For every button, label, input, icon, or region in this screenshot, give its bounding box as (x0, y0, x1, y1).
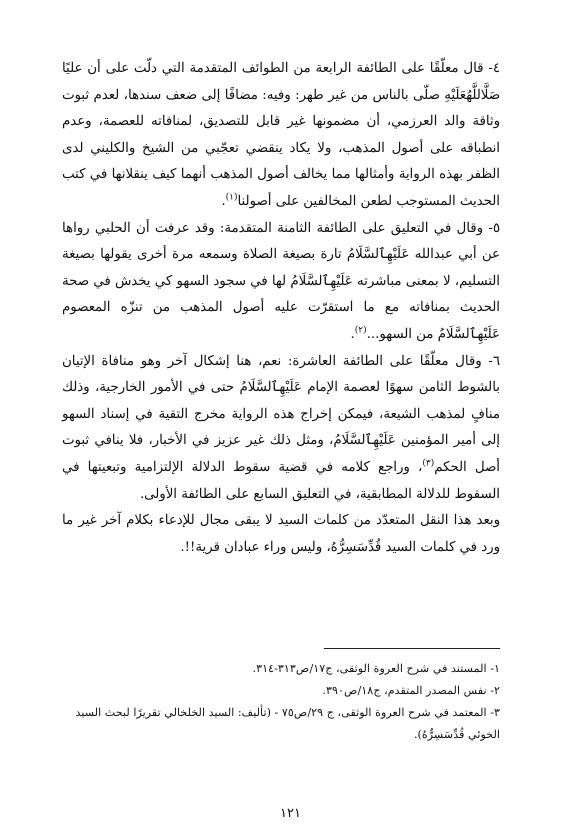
paragraph-5 (62, 216, 500, 349)
paragraph-6 (62, 349, 500, 509)
paragraph-5-tail: . (350, 326, 355, 342)
paragraph-6-tail: ، وراجع كلامه في قضية سقوط الدلالة الإلتزامية وتبعيتها في السقوط للدلالة المطابقية، في التعليق السابع على الطائفة الأولى. (62, 459, 500, 502)
footnotes (62, 658, 500, 746)
paragraph-4 (62, 56, 500, 216)
footnote-3: ٣- المعتمد في شرح العروة الوثقى، ج ٢٩/ص٧٥ - (تأليف: السيد الخلخالي تقريرًا لبحث السيد الخوئي قُدِّسَسِرُّهُ). (75, 706, 500, 741)
main-text (62, 56, 500, 561)
page-number: ١٢١ (280, 806, 301, 821)
paragraph-5-text: ٥- وقال في التعليق على الطائفة الثامنة المتقدمة: وقد عرفت أن الحلبي رواها عن أبي عبدالله عَلَيْهِٱلسَّلَامُ تارة بصيغة الصلاة وسمعه مرة أخرى يقولها بصيغة التسليم، لا بمعنى مباشرته عَلَيْهِٱلسَّلَامُ لها في سجود السهو كي يخدش في صحة الحديث بمنافاته مع ما استقرّت عليه أصول المذهب من تنزّه المعصوم عَلَيْهِٱلسَّلَامُ من السهو... (62, 220, 500, 342)
footnote-2: ٢- نفس المصدر المتقدم، ج١٨/ص٣٩٠. (322, 684, 500, 697)
paragraph-closing-text: وبعد هذا النقل المتعدّد من كلمات السيد لا يبقى مجال للإدعاء بكلام آخر غير ما ورد في كلمات السيد قُدِّسَسِرُّهُ، وليس وراء عبادان قرية!!. (62, 513, 500, 555)
footnote-separator (324, 648, 500, 649)
paragraph-4-text: ٤- قال معلّقًا على الطائفة الرابعة من الطوائف المتقدمة التي دلّت على أن عليًا صَلَّاللَّهُعَلَيْهِ صلّى بالناس من غير طهر: وفيه: مضافًا إلى ضعف سندها، لعدم ثبوت وثاقة والد العرزمي، أن مضمونها غير قابل للتصديق، لمنافاته للعصمة، وعدم انطباقه على أصول المذهب، ولا يكاد ينقضي تعجّبي من الشيخ والكليني لدى الظفر بهذه الرواية وأمثالها مما يخالف أصول المذهب أنهما كيف ينقلانها في كتب الحديث المستوجب لطعن المخالفين على أصولنا (62, 61, 500, 209)
paragraph-closing (62, 508, 500, 561)
paragraph-4-tail: . (221, 193, 226, 209)
paragraph-6-text: ٦- وقال معلّقًا على الطائفة العاشرة: نعم، هنا إشكال آخر وهو منافاة الإتيان بالشوط الثامن سهوًا لعصمة الإمام عَلَيْهِٱلسَّلَامُ حتى في الأمور الخارجية، وذلك منافٍ لمذهب الشيعة، فيمكن إخراج هذه الرواية مخرج التقية في إسناد السهو إلى أمير المؤمنين عَلَيْهِٱلسَّلَامُ، ومثل ذلك غير عزيز في الأخبار، فلا ينافي ثبوت أصل الحكم (62, 353, 500, 475)
footnote-ref-3: (٣) (422, 458, 435, 469)
footnote-ref-1: (١) (225, 192, 238, 203)
footnote-ref-2: (٢) (354, 325, 367, 336)
footnote-1: ١- المستند في شرح العروة الوثقى، ج١٧/ص٣١٣-٣١٤. (252, 662, 500, 675)
